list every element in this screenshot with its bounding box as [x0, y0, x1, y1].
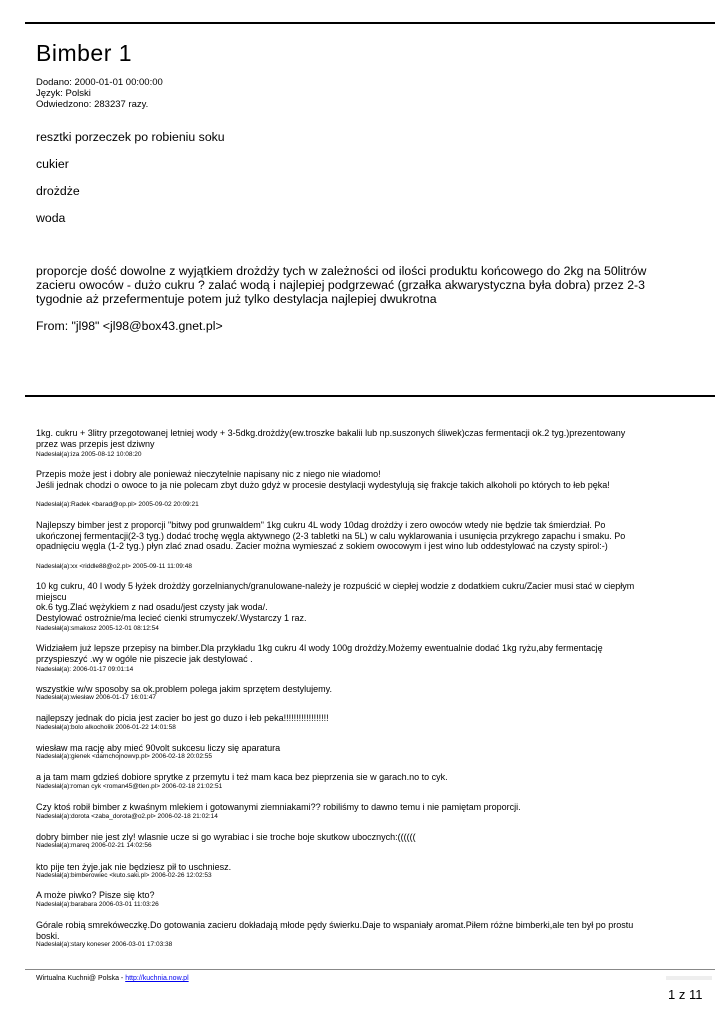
top-rule [25, 22, 715, 24]
comment-text: wszystkie w/w sposoby sa ok.problem polega jakim sprzętem destylujemy. [36, 684, 332, 694]
visit-count: Odwiedzono: 283237 razy. [36, 99, 149, 110]
ingredient-item: resztki porzeczek po robieniu soku [36, 130, 225, 144]
comment-text: 1kg. cukru + 3litry przegotowanej letniej wody + 3-5dkg.drożdży(ew.troszke bakalii lub np.suszonych śliwek)czas fermentacji ok.2 tyg.)prezentowany przez was przepis jest dziwny [36, 428, 626, 449]
comment-author: Nadesłał(a):bimberowiec <kuto.saki.pl> 2006-02-26 12:02:53 [36, 872, 212, 879]
language: Język: Polski [36, 88, 91, 99]
comment-text: kto pije ten żyje.jak nie będziesz pił to uschniesz. [36, 862, 232, 872]
footer-link[interactable]: http://kuchnia.now.pl [125, 975, 189, 982]
page-number: 1 z 11 [668, 987, 703, 1002]
comment-text: Przepis może jest i dobry ale ponieważ nieczytelnie napisany nic z niego nie wiadomo! Jeśli jednak chodzi o owoce to ja nie polecam zbyt dużo gdyż w procesie destylacji wydestylują się frakcje takich alkoholi po których to łeb pęka! [36, 469, 610, 490]
footer-stamp [666, 976, 712, 980]
comment-text: wiesław ma rację aby mieć 90volt sukcesu liczy się aparatura [36, 743, 281, 753]
comment-author: Nadesłał(a):smakosz 2005-12-01 08:12:54 [36, 625, 159, 632]
comment-text: Czy ktoś robił bimber z kwaśnym mlekiem i gotowanymi ziemniakami?? robiliśmy to dawno temu i nie pamiętam proporcji. [36, 802, 521, 812]
footer-text [36, 975, 189, 982]
comment-author: Nadesłał(a): 2006-01-17 09:01:14 [36, 666, 134, 673]
comment-author: Nadesłał(a):wiesław 2006-01-17 16:01:47 [36, 694, 156, 701]
comment-text: A może piwko? Pisze się kto? [36, 890, 155, 900]
comment-author: Nadesłał(a):mareq 2006-02-21 14:02:56 [36, 842, 152, 849]
page-title: Bimber 1 [36, 40, 133, 66]
comment-text: Widziałem już lepsze przepisy na bimber.Dla przykładu 1kg cukru 4l wody 100g drożdży.Możemy ewentualnie dodać 1kg ryżu,aby fermentację przyspieszyć .wy w ogóle nie piszecie jak destylować . [36, 643, 603, 664]
footer-site: Wirtualna Kuchni@ Polska - [36, 975, 126, 982]
comment-text: najlepszy jednak do picia jest zacier bo jest go duzo i łeb peka!!!!!!!!!!!!!!!!!! [36, 713, 329, 723]
comment-text: dobry bimber nie jest zly! wlasnie ucze si go wyrabiac i sie troche boje skutkow ubocznych:(((((( [36, 832, 416, 842]
comment-author: Nadesłał(a):xx <riddle88@o2.pl> 2005-09-11 11:09:48 [36, 563, 192, 570]
added-date: Dodano: 2000-01-01 00:00:00 [36, 77, 163, 88]
comment-text: Górale robią smrekóweczkę.Do gotowania zacieru dokładają młode pędy świerku.Daje to wspaniały aromat.Piłem różne bimberki,ale ten był po prostu boski. [36, 920, 634, 941]
footer-rule [25, 969, 715, 970]
comment-author: Nadesłał(a):iza 2005-08-12 10:08:20 [36, 451, 142, 458]
comment-text: Najlepszy bimber jest z proporcji "bitwy pod grunwaldem" 1kg cukru 4L wody 10dag drożdży i zero owoców wtedy nie będzie tak śmierdział. Po ukończonej fermentacji(2-3 tyg.) dodać trochę węgla aktywnego (2-3 tabletki na 5L) w calu wyklarowania i usunięcia przykrego zapachu i smaku. Po opadnięciu węgla (1-2 tyg.) płyn zlać znad osadu. Zacier można wymieszać z sokiem owocowym i jest wino lub oddestylować na czysty spirol:-) [36, 520, 626, 552]
ingredient-item: cukier [36, 157, 69, 171]
comment-author: Nadesłał(a):stary koneser 2006-03-01 17:03:38 [36, 941, 173, 948]
comment-author: Nadesłał(a):bolo alkocholik 2006-01-22 14:01:58 [36, 724, 176, 731]
comment-author: Nadesłał(a):roman cyk <roman45@tlen.pl> 2006-02-18 21:02:51 [36, 783, 223, 790]
comment-author: Nadesłał(a):Radek <barad@op.pl> 2005-09-02 20:09:21 [36, 501, 199, 508]
comment-text: 10 kg cukru, 40 l wody 5 łyżek drożdży gorzelnianych/granulowane-należy je rozpuścić w ciepłej wodzie z dodatkiem cukru/Zacier musi stać w ciepłym miejscu ok.6 tyg.Zlać wężykiem z nad osadu/jest czysty jak woda/. Destylować ostrożnie/ma lecieć cienki strumyczek/.Wystarczy 1 raz. [36, 581, 635, 623]
comment-text: a ja tam mam gdzieś dobiore sprytke z przemytu i też mam kaca bez pieprzenia sie w garach.no to cyk. [36, 772, 448, 782]
comment-author: Nadesłał(a):dorota <zaba_dorota@o2.pl> 2006-02-18 21:02:14 [36, 813, 218, 820]
proportions-text: proporcje dość dowolne z wyjątkiem drożdży tych w zależności od ilości produktu końcowego do 2kg na 50litrów zacieru owoców - dużo cukru ? zalać wodą i najlepiej podgrzewać (grzałka akwarystyczna była dobra) przez 2-3 tygodnie aż przefermentuje potem już tylko destylacja najlepiej dwukrotna [36, 264, 647, 306]
comment-author: Nadesłał(a):gienek <damchojnowvp.pl> 2006-02-18 20:02:55 [36, 753, 212, 760]
ingredient-item: drożdże [36, 184, 80, 198]
recipe-author: From: "jl98" <jl98@box43.gnet.pl> [36, 319, 223, 333]
ingredient-item: woda [36, 211, 66, 225]
comment-author: Nadesłał(a):barabara 2006-03-01 11:03:26 [36, 901, 159, 908]
section-rule [25, 395, 715, 397]
